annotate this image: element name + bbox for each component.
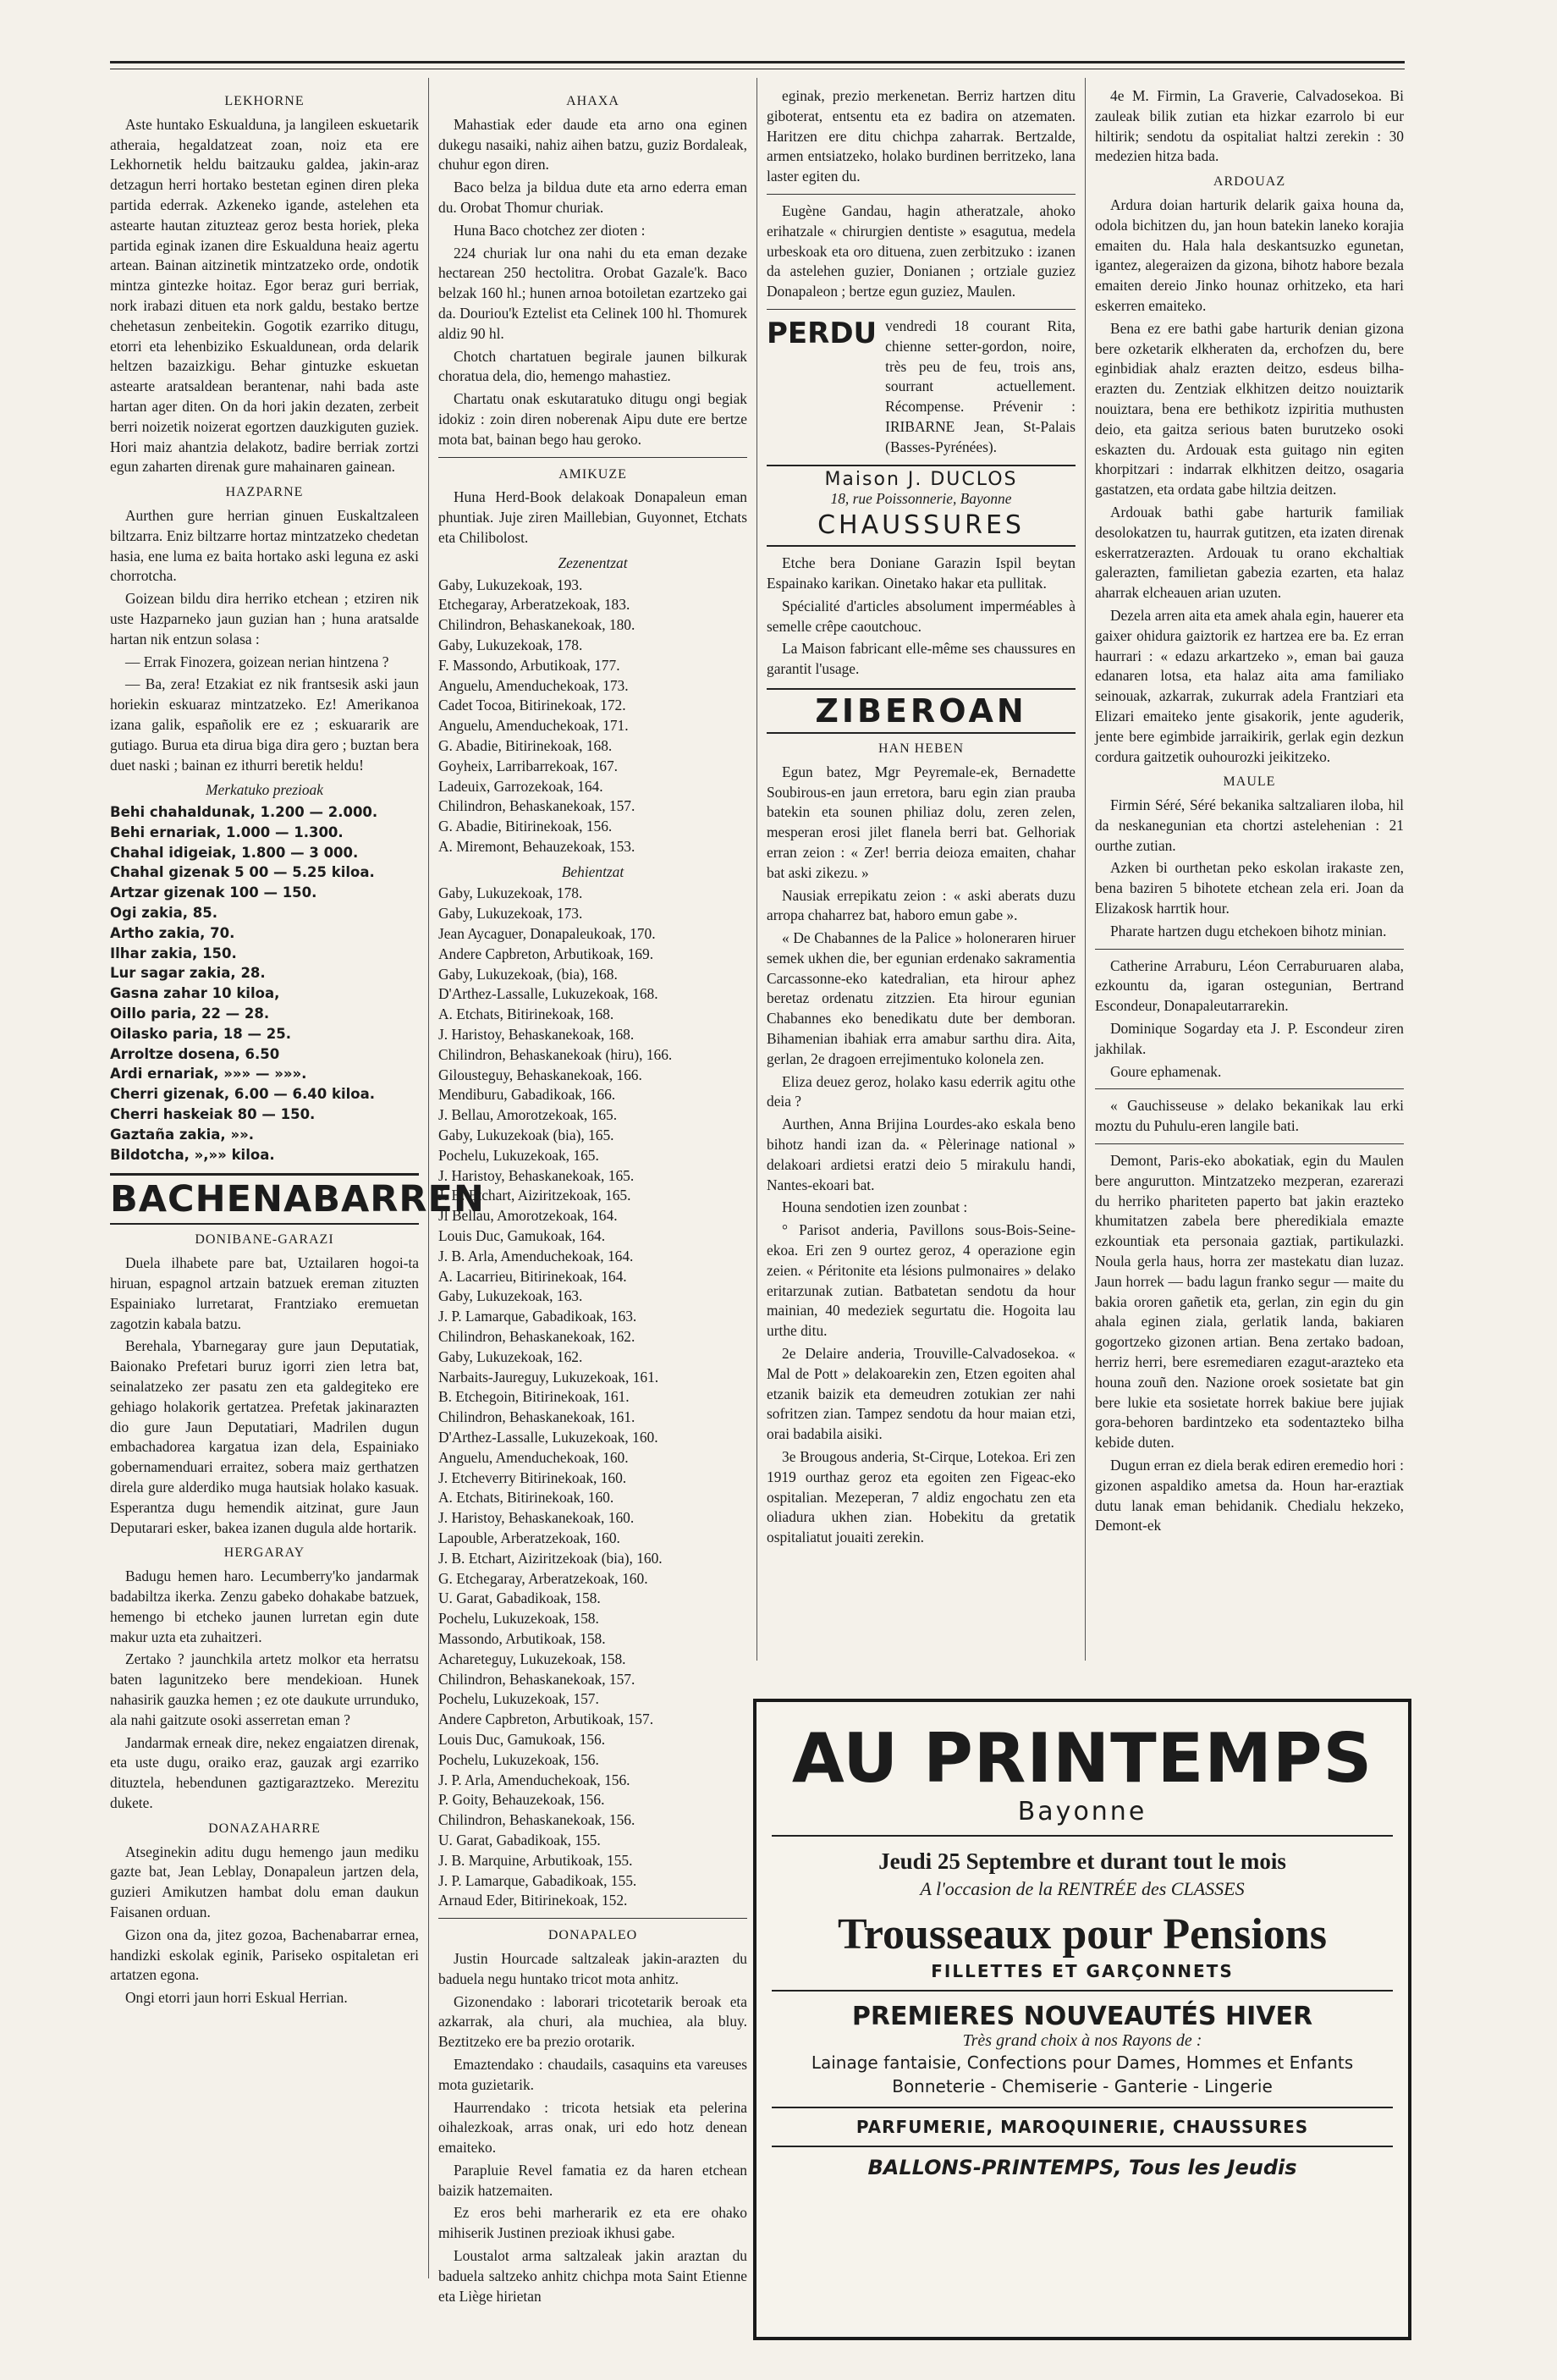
ad-brand: AU PRINTEMPS bbox=[791, 1719, 1373, 1798]
price-row: Gasna zahar 10 kiloa, bbox=[110, 985, 280, 1002]
list-item: Andere Capbreton, Arbutikoak, 169. bbox=[438, 945, 654, 962]
article-text: Chotch chartatuen begirale jaunen bilkurak choratua dela, dio, hemengo mahastiez. bbox=[438, 347, 747, 385]
list-item: Chilindron, Behaskanekoak, 156. bbox=[438, 1811, 635, 1829]
results-list bbox=[438, 576, 747, 857]
ad-line: Lainage fantaisie, Confections pour Dames, Hommes et Enfants bbox=[811, 2052, 1354, 2073]
list-item: Gaby, Lukuzekoak, (bia), 168. bbox=[438, 965, 618, 983]
list-item: Gaby, Lukuzekoak, 162. bbox=[438, 1347, 583, 1365]
article-text: Dezela arren aita eta amek ahala egin, hauerer eta gaixer ohidura gaiztorik ez hartzea ere ba. Ez erran haurrari : « edazu arkartzeko », eman bai gauza edanaren lotsa, eta halaz aita ama familiako seinouak, azkarrak, zukurrak adela Frantziari eta Elizari emaiteko jente gisakorik, jente aguderik, jente bere egimbide jarraikirik, gerlak egin dezkun cordura gaitzetik ouhourozki jeikitzeko. bbox=[1095, 606, 1404, 765]
article-text: Ez eros behi marherarik ez eta ere ohako mihiserik Justinen prezioak ikhusi gabe. bbox=[438, 2204, 747, 2242]
list-item: Chilindron, Behaskanekoak, 162. bbox=[438, 1328, 635, 1346]
list-item: Louis Duc, Gamukoak, 156. bbox=[438, 1730, 606, 1748]
article-text: Huna Baco chotchez zer dioten : bbox=[454, 221, 646, 239]
divider bbox=[438, 457, 747, 458]
list-item: Gilousteguy, Behaskanekoak, 166. bbox=[438, 1066, 642, 1083]
article-text: Eugène Gandau, hagin atheratzale, ahoko erihatzale « chirurgien dentiste » esagutua, medela urbeskoak eta oro dituena, zuen zerbitzuko : izanen da astelehen guzier, Donianen ; ortziale guziez Donapaleon ; bertze egun guziez, Maulen. bbox=[767, 201, 1076, 300]
list-item: Anguelu, Amenduchekoak, 160. bbox=[438, 1448, 629, 1466]
column-2 bbox=[438, 86, 747, 2321]
article-text: Emaztendako : chaudails, casaquins eta vareuses mota guzietarik. bbox=[438, 2055, 747, 2093]
list-heading: Zezenentzat bbox=[558, 554, 628, 571]
list-item: F. Massondo, Arbutikoak, 177. bbox=[438, 656, 620, 674]
list-item: Jl Bellau, Amorotzekoak, 164. bbox=[438, 1207, 618, 1225]
list-item: Gaby, Lukuzekoak, 163. bbox=[438, 1287, 583, 1305]
article-text: « De Chabannes de la Palice » holoneraren hiruer semek ukhen die, ber egunian erdenako sakramentia Carcassonne-eko katedralian, eta hirour aphez beretaz ordenatu zitzzien. Eta hirour egunian Chabannes eko benedikatu dute ber demboran. Bihamenian ibahiak erra amabur sarthu dira. Aita, gerlan, 2e dragoen errejimentuko kolonela zen. bbox=[767, 929, 1076, 1067]
article-text: Haurrendako : tricota hetsiak eta pelerina oihalezkoak, arras onak, uri edo hotz denean emaiteko. bbox=[438, 2098, 747, 2157]
article-text: Aste huntako Eskualduna, ja langileen eskuetarik atheraia, hegaldatzeat zoan, noiz eta ere Lekhornetik heldu baitzauku galdea, jakin-araz detzagun herri hortako bestetan eginen diren pleka partida ederrak. Azkeneko igande, astelehen eta astearte hautan zituzteaz geroz besta horiek, pleka partida eginak izanen dire Eskualduna heaiz agertu artean. Bainan aitzinetik mintzatzeko orde, ondotik mintza gintezke hoitaz. Egor beraz guri berriak, nork irabazi dituen eta nork galdu, bestako bertze chehetasun zenbeitekin. Gogotik ezarriko ditugu, etorri eta lehenbiziko Eskualdunean, orda delarik heltzen bazaizkigu. Behar gintuzke eskuetan astearte aratsaldean berantenar, nahi bada aste hartan ager diten. On da hori jakin dezaten, zerbeit berri noizetik noizerat egortzen dauzkiguten guziek. Hori maiz ahantzia delakotz, badire berriak zortzi egun zaharten direnak gure mahainaren gainean. bbox=[110, 115, 419, 476]
price-row: Ardi ernariak, »»» — »»». bbox=[110, 1066, 307, 1083]
article-text: Demont, Paris-eko abokatiak, egin du Maulen bere angurutton. Mintzatzeko mezperan, ezarerazi du herriko phariteten paperto bat jakin erazteko khumitatzen zabela bere pheredikiala emazte ezkountiak eta personaia gaztiak, partikulazki. Noula gerla haus, horra zer mastekatu dian luzaz. Jaun horrek — badu lagun franko segur — maite du bakia ororen gañetik eta, gerlan, zin egin du gin ahala eginen ziala, gerlatik landa, bakiaren gogortzeko gizonen artian. Bena zertako badoan, herriz herri, bere esremediaren ezagut-arazteko eta houna zouñ den. Nazione oroek sosietate bat gin bere lukie eta sosietate horrek bakiue bere jujiak gora-behoren bardintzeko eta sodentazteko bilha kebide duten. bbox=[1095, 1152, 1404, 1452]
ad-headline: CHAUSSURES bbox=[817, 510, 1025, 541]
list-item: Gaby, Lukuzekoak, 178. bbox=[438, 884, 583, 902]
list-item: Chilindron, Behaskanekoak, 157. bbox=[438, 1670, 635, 1688]
list-item: Anguelu, Amenduchekoak, 171. bbox=[438, 717, 629, 735]
article-text: 3e Brougous anderia, St-Cirque, Lotekoa. Eri zen 1919 ourthaz geroz eta egoiten zen Figeac-eko ospitalian. Mezeperan, 7 aldiz engochatu zen eta oliadura ukhen zian. Hobekitu da gretatik ospitaliatut jouaiti zerekin. bbox=[767, 1448, 1076, 1546]
price-row: Lur sagar zakia, 28. bbox=[110, 965, 266, 982]
price-row: Arroltze dosena, 6.50 bbox=[110, 1045, 280, 1062]
article-text: — Errak Finozera, goizean nerian hintzena ? bbox=[125, 653, 389, 670]
ad-parfumerie: PARFUMERIE, MAROQUINERIE, CHAUSSURES bbox=[856, 2117, 1309, 2137]
list-item: J. Haristoy, Behaskanekoak, 160. bbox=[438, 1509, 635, 1527]
section-heading: LEKHORNE bbox=[224, 94, 305, 108]
list-item: J. P. Lamarque, Gabadikoak, 163. bbox=[438, 1308, 637, 1325]
list-item: Pochelu, Lukuzekoak, 156. bbox=[438, 1750, 599, 1768]
list-item: Chilindron, Behaskanekoak, 180. bbox=[438, 616, 635, 634]
section-heading: MAULE bbox=[1223, 774, 1276, 790]
list-item: Etchegaray, Arberatzekoak, 183. bbox=[438, 596, 630, 614]
article-text: Justin Hourcade saltzaleak jakin-arazten du baduela negu huntako tricot mota anhitz. bbox=[438, 1949, 747, 1987]
list-item: J. P. Arla, Amenduchekoak, 156. bbox=[438, 1771, 630, 1788]
article-text: Bena ez ere bathi gabe harturik denian gizona bere ozketarik elkheraten da, erchofzen du, bere eginbidiak ahalz erazten deitzo, esdeus bilha-erazten du. Zentziak elkhitzen deitzo nouiztarik nouiztara, bena ere bethikotz izpiritia muthusten deio, eta gaitza serious baten burutzeko osoki eskazten du. Ardouak esta guitago nin egiten khorpitzari : indarrak elkhitzen deitzo, osagaria gastatzen, eta ordata gabe hiltzia deitzen. bbox=[1095, 319, 1404, 499]
duclos-ad bbox=[767, 465, 1076, 548]
price-row: Gaztaña zakia, »». bbox=[110, 1126, 255, 1143]
article-text: eginak, prezio merkenetan. Berriz hartzen ditu giboterat, entsentu eta ez badira on atzematen. Haritzen ere ditu chichpa zaharrak. Bertzalde, armen entsiatzeko, holako burdinen berritzeko, lana laster egiten du. bbox=[767, 87, 1076, 185]
list-item: A. Lacarrieu, Bitirinekoak, 164. bbox=[438, 1267, 627, 1285]
column-4 bbox=[1095, 86, 1404, 1661]
article-text: Houna sendotien izen zounbat : bbox=[782, 1198, 968, 1216]
article-text: « Gauchisseuse » delako bekanikak lau erki moztu du Puhulu-eren langile bati. bbox=[1095, 1097, 1404, 1135]
list-item: Pochelu, Lukuzekoak, 165. bbox=[438, 1146, 599, 1164]
divider bbox=[1095, 1143, 1404, 1144]
list-item: B. Etchegoin, Bitirinekoak, 161. bbox=[438, 1388, 630, 1406]
section-heading: AMIKUZE bbox=[558, 466, 627, 482]
list-item: J. Haristoy, Behaskanekoak, 168. bbox=[438, 1026, 635, 1044]
ad-trousseaux: Trousseaux pour Pensions bbox=[838, 1910, 1327, 1959]
column-divider bbox=[1085, 78, 1086, 1661]
list-item: Jean Aycaguer, Donapaleukoak, 170. bbox=[438, 925, 656, 943]
list-item: P. Goity, Behauzekoak, 156. bbox=[438, 1791, 605, 1809]
list-item: G. Abadie, Bitirinekoak, 168. bbox=[438, 736, 613, 754]
article-text: 2e Delaire anderia, Trouville-Calvadosekoa. « Mal de Pott » delakoarekin zen, Etzen egoiten ahal etzanik baizik eta demeudren zotukian zer nahi sofritzen zian. Tampez sendotu da hour maian etzi, orai badabila aisiki. bbox=[767, 1345, 1076, 1443]
price-row: Cherri gizenak, 6.00 — 6.40 kiloa. bbox=[110, 1086, 376, 1103]
price-row: Chahal idigeiak, 1.800 — 3 000. bbox=[110, 844, 359, 861]
list-item: Chilindron, Behaskanekoak, 157. bbox=[438, 797, 635, 815]
price-row: Cherri haskeiak 80 — 150. bbox=[110, 1106, 316, 1123]
article-text: Baco belza ja bildua dute eta arno ederra eman du. Orobat Thomur churiak. bbox=[438, 179, 747, 216]
list-item: U. Garat, Gabadikoak, 158. bbox=[438, 1589, 601, 1607]
list-item: J. Bellau, Amorotzekoak, 165. bbox=[438, 1106, 618, 1124]
article-text: Duela ilhabete pare bat, Uztailaren hogoi-ta hiruan, espagnol artzain batzuek ereman zituzten Espainiako lurretarat, Frantziako eremuetan zagotzin kabala batzu. bbox=[110, 1254, 419, 1332]
ad-address: 18, rue Poissonnerie, Bayonne bbox=[830, 490, 1012, 508]
list-item: J. P. Lamarque, Gabadikoak, 155. bbox=[438, 1871, 637, 1889]
price-row: Chahal gizenak 5 00 — 5.25 kiloa. bbox=[110, 864, 375, 881]
list-item: J. Haristoy, Behaskanekoak, 165. bbox=[438, 1166, 635, 1184]
column-1 bbox=[110, 86, 485, 2321]
results-list bbox=[438, 884, 747, 1911]
list-item: Anguelu, Amenduchekoak, 173. bbox=[438, 676, 629, 694]
article-text: Goure ephamenak. bbox=[1110, 1062, 1222, 1080]
section-heading: AHAXA bbox=[566, 94, 619, 108]
price-row: Behi chahaldunak, 1.200 — 2.000. bbox=[110, 804, 378, 821]
section-heading: HAN HEBEN bbox=[878, 741, 964, 756]
article-text: Egun batez, Mgr Peyremale-ek, Bernadette Soubirous-en jaun erretora, baru egin zian prauba batekin eta sounen philiaz dolu, zeren zelen, mesperan erosi jilet flanela berri bat. Gelhoriak erran zeion : « Zer! berria deioza emaiten, chahar bat aski zikezu. » bbox=[767, 763, 1076, 881]
price-row: Bildotcha, »,»» kiloa. bbox=[110, 1146, 275, 1163]
list-item: Louis Duc, Gamukoak, 164. bbox=[438, 1227, 606, 1245]
divider bbox=[438, 1918, 747, 1919]
article-text: Ardouak bathi gabe harturik familiak desolokatzen tu, haurrak gutitzen, eta izaten direnak eskerratzerazten. Ardouak tu orano ekchaltiak galerazten, familietan gabezia ezarten, eta halaz aharrak elcheauen arian uzuten. bbox=[1095, 503, 1404, 602]
list-item: Pochelu, Lukuzekoak, 158. bbox=[438, 1610, 599, 1628]
list-item: U. Garat, Gabadikoak, 155. bbox=[438, 1831, 601, 1848]
list-item: Gaby, Lukuzekoak, 178. bbox=[438, 636, 583, 653]
ad-date: Jeudi 25 Septembre et durant tout le mois bbox=[878, 1848, 1286, 1874]
list-item: J. Etcheverry Bitirinekoak, 160. bbox=[438, 1468, 627, 1486]
divider bbox=[767, 194, 1076, 195]
article-text: Etche bera Doniane Garazin Ispil beytan Espainako karikan. Oinetako hakar eta pullitak. bbox=[767, 554, 1076, 592]
prices-list bbox=[110, 802, 419, 1165]
article-text: Dominique Sogarday eta J. P. Escondeur ziren jakhilak. bbox=[1095, 1020, 1404, 1057]
list-item: Arnaud Eder, Bitirinekoak, 152. bbox=[438, 1892, 628, 1909]
list-item: Narbaits-Jaureguy, Lukuzekoak, 161. bbox=[438, 1368, 659, 1386]
article-text: — Ba, zera! Etzakiat ez nik frantsesik aski jaun horiekin eskuaraz mintzatzeko. Ez! Amerikanoa izana galik, españolik ere ez ; eskuararik are gutiago. Burua eta dirua biga dira gero ; buztan bera duet naski ; bainan ez ithurri beretik heldu! bbox=[110, 675, 419, 774]
article-text: 224 churiak lur ona nahi du eta eman dezake hectarean 250 hectolitra. Orobat Gazale'k. Baco belzak 160 hl.; hunen arnoa botoiletan ezartzeko gai da. Douriou'k Eztelist eta Celinek 100 hl. Thomurek aldiz 90 hl. bbox=[438, 244, 747, 342]
region-heading: ZIBEROAN bbox=[767, 688, 1076, 734]
divider bbox=[767, 309, 1076, 310]
lost-notice bbox=[767, 317, 1076, 458]
article-text: Eliza deuez geroz, holako kasu ederrik agitu othe deia ? bbox=[767, 1072, 1076, 1110]
ad-divider bbox=[772, 1835, 1393, 1837]
list-item: Goyheix, Larribarrekoak, 167. bbox=[438, 757, 618, 774]
article-text: Goizean bildu dira herriko etchean ; etziren nik uste Hazparneko jaun guzian han ; huna aratsalde hartan nik entzun solasa : bbox=[110, 590, 419, 647]
article-text: Loustalot arma saltzaleak jakin araztan du baduela saltzeko anhitz chichpa mota Saint Etienne eta Liège hirietan bbox=[438, 2247, 747, 2305]
newspaper-page bbox=[110, 61, 1405, 2346]
section-heading: HERGARAY bbox=[223, 1545, 305, 1561]
article-text: Berehala, Ybarnegaray gure jaun Deputatiak, Baionako Prefetari buruz igorri zien letra bat, seinalatzeko zer pasatu zen eta galdegiteko ere gehiago holakorik gertatzea. Prefetak jakinarazten dio gure Jaun Deputatiari, Madrilen dugun embachadorea kargatua izan dela, Espainiako gobernamenduari erraitez, sobera maiz gerthatzen direla gure alderdiko muga hautsiak holako kasuak. Esperantza dugu hemendik aitzinat, gure Jaun Deputarari esker, bakea izanen dugula alde hortarik. bbox=[110, 1337, 419, 1536]
ad-premieres: PREMIERES NOUVEAUTÉS HIVER bbox=[851, 2002, 1313, 2031]
ad-fillettes: FILLETTES ET GARÇONNETS bbox=[931, 1961, 1234, 1981]
list-item: D'Arthez-Lassalle, Lukuzekoak, 168. bbox=[438, 985, 658, 1003]
section-heading: DONIBANE-GARAZI bbox=[195, 1232, 334, 1248]
list-item: D'Arthez-Lassalle, Lukuzekoak, 160. bbox=[438, 1429, 658, 1446]
price-row: Oilasko paria, 18 — 25. bbox=[110, 1025, 291, 1042]
list-item: Gaby, Lukuzekoak, 173. bbox=[438, 905, 583, 923]
list-item: G. Abadie, Bitirinekoak, 156. bbox=[438, 818, 613, 835]
article-text: Catherine Arraburu, Léon Cerraburuaren alaba, ezkountu da, igaran ostegunian, Bertrand Escondeur, Donapaleutarrarekin. bbox=[1095, 956, 1404, 1015]
article-text: Zertako ? jaunchkila artetz molkor eta herratsu baten lagunitzeko bere mendekioan. Hunek nahasirik gauzka hemen ; ez ote daukute urrunduko, ala nahi gaitzute osoki asserretan eman ? bbox=[110, 1650, 419, 1728]
price-row: Oillo paria, 22 — 28. bbox=[110, 1005, 270, 1022]
article-text: ° Parisot anderia, Pavillons sous-Bois-Seine-ekoa. Eri zen 9 ourtez geroz, 4 operazione egin zeien. « Péritonite eta lésions pulmonaires » delako eritarzunak zutian. Batbatetan sendotu da hour mainian, 40 medeziek segurtatu die. Hogoita lau urthe ditu. bbox=[767, 1221, 1076, 1340]
article-text: Aurthen gure herrian ginuen Euskaltzaleen biltzarra. Eniz biltzarre hortaz mintzatzeko chedetan hasia, ene luma ez baita hortako aski leguna ez aski chorrotcha. bbox=[110, 506, 419, 585]
price-row: Artho zakia, 70. bbox=[110, 924, 235, 941]
list-item: Chilindron, Behaskanekoak (hiru), 166. bbox=[438, 1045, 673, 1063]
list-item: Cadet Tocoa, Bitirinekoak, 172. bbox=[438, 697, 626, 714]
article-text: Pharate hartzen dugu etchekoen bihotz minian. bbox=[1110, 922, 1387, 939]
article-text: Gizon ona da, jitez gozoa, Bachenabarrar ernea, handizki eskolak eginik, Pariseko ospitaletan eri artatzen egona. bbox=[110, 1925, 419, 1984]
price-row: Artzar gizenak 100 — 150. bbox=[110, 884, 317, 901]
lost-notice-label: PERDU bbox=[767, 316, 878, 350]
article-text: Chartatu onak eskutaratuko ditugu ongi begiak idokiz : zoin diren noberenak Aipu dute ere bertze mota bat, bainan bego hau geroko. bbox=[438, 390, 747, 448]
article-text: Nausiak errepikatu zeion : « aski aberats duzu arropa chaharrez bat, haboro emun gabe ». bbox=[767, 886, 1076, 924]
ad-divider bbox=[772, 1990, 1393, 1992]
article-text: Huna Herd-Book delakoak Donapaleun eman phuntiak. Juje ziren Maillebian, Guyonnet, Etchats eta Chilibolost. bbox=[438, 488, 747, 546]
article-text: Ardura doian harturik delarik gaixa houna da, odola bichitzen du, jan houn batekin laneko korajia emaiten du. Hala hala deskantsuzko egunetan, igantez, alegeraizen da gizona, bihotz habore bezala emaiten dereio Jinko hounaz orhitzeko, eta hari eskerren emaiteko. bbox=[1095, 196, 1404, 314]
ad-line: Bonneterie - Chemiserie - Ganterie - Lingerie bbox=[892, 2076, 1273, 2096]
top-rule bbox=[110, 61, 1405, 69]
list-item: Achareteguy, Lukuzekoak, 158. bbox=[438, 1650, 626, 1667]
region-heading: BACHENABARREN bbox=[110, 1173, 419, 1225]
list-item: A. Miremont, Behauzekoak, 153. bbox=[438, 837, 635, 855]
list-item: Gaby, Lukuzekoak (bia), 165. bbox=[438, 1127, 614, 1144]
list-item: Andere Capbreton, Arbutikoak, 157. bbox=[438, 1711, 654, 1728]
list-item: Lapouble, Arberatzekoak, 160. bbox=[438, 1529, 620, 1546]
printemps-advertisement bbox=[753, 1699, 1411, 2340]
price-row: Ogi zakia, 85. bbox=[110, 905, 217, 922]
article-text: 4e M. Firmin, La Graverie, Calvadosekoa. Bi zauleak bilik zutian eta hizkar ezarrolo bi eur hiltirik; sendotu da ospitaliat haltzi zerekin : 30 medezien hitza bada. bbox=[1095, 87, 1404, 165]
ad-occasion: A l'occasion de la RENTRÉE des CLASSES bbox=[920, 1878, 1245, 1899]
ad-city: Bayonne bbox=[1017, 1797, 1147, 1826]
list-item: Mendiburu, Gabadikoak, 166. bbox=[438, 1086, 616, 1104]
list-item: A. Etchats, Bitirinekoak, 160. bbox=[438, 1489, 614, 1507]
ad-divider bbox=[772, 2107, 1393, 2108]
article-text: Parapluie Revel famatia ez da haren etchean baizik hatzemaiten. bbox=[438, 2161, 747, 2199]
section-heading: HAZPARNE bbox=[225, 485, 304, 500]
article-text: Spécialité d'articles absolument imperméables à semelle crêpe caoutchouc. bbox=[767, 597, 1076, 635]
lost-notice-text: vendredi 18 courant Rita, chienne setter-gordon, noire, très peu de feu, trois ans, sourrant actuellement. Récompense. Prévenir : IRIBARNE Jean, St-Palais (Basses-Pyrénées). bbox=[885, 317, 1076, 455]
list-item: Pochelu, Lukuzekoak, 157. bbox=[438, 1690, 599, 1708]
section-heading: DONAZAHARRE bbox=[208, 1821, 321, 1836]
divider bbox=[1095, 949, 1404, 950]
list-item: J. B. Etchart, Aiziritzekoak (bia), 160. bbox=[438, 1549, 663, 1567]
list-item: J. B. Arla, Amenduchekoak, 164. bbox=[438, 1247, 634, 1264]
column-divider bbox=[756, 78, 757, 1661]
ad-divider bbox=[772, 2146, 1393, 2147]
price-row: Behi ernariak, 1.000 — 1.300. bbox=[110, 824, 344, 840]
article-text: Dugun erran ez diela berak ediren eremedio hori : gizonen aspaldiko ametsa da. Houn har-eraztiak dutu lanak eman behidanik. Chedialu hekzeko, Demont-ek bbox=[1095, 1457, 1404, 1534]
article-text: Atseginekin aditu dugu hemengo jaun mediku gazte bat, Jean Leblay, Donapaleun jartzen dela, guzieri Amikutzen hambat dolu eman daukun Faisanen orduan. bbox=[110, 1843, 419, 1920]
ad-shop-name: Maison J. DUCLOS bbox=[824, 468, 1018, 490]
list-item: J. B. Etchart, Aiziritzekoak, 165. bbox=[438, 1187, 631, 1204]
list-item: Chilindron, Behaskanekoak, 161. bbox=[438, 1408, 635, 1426]
list-item: Gaby, Lukuzekoak, 193. bbox=[438, 576, 583, 593]
column-3 bbox=[767, 86, 1076, 1661]
list-item: Massondo, Arbutikoak, 158. bbox=[438, 1629, 606, 1647]
list-item: J. B. Marquine, Arbutikoak, 155. bbox=[438, 1851, 633, 1869]
article-text: La Maison fabricant elle-même ses chaussures en garantit l'usage. bbox=[767, 640, 1076, 678]
section-heading: ARDOUAZ bbox=[1213, 174, 1286, 190]
ad-ballons: BALLONS-PRINTEMPS, Tous les Jeudis bbox=[867, 2156, 1297, 2179]
article-text: Badugu hemen haro. Lecumberry'ko jandarmak badabiltza ikerka. Zenzu gabeko dohakabe batzuek, hemengo bi etcheko jaunen lurretan egin dute makur uzta eta zuhaitzeri. bbox=[110, 1567, 419, 1645]
prices-title: Merkatuko prezioak bbox=[206, 781, 323, 799]
article-text: Ongi etorri jaun horri Eskual Herrian. bbox=[125, 1989, 348, 2007]
article-text: Aurthen, Anna Brijina Lourdes-ako eskala beno bihotz handi izan da. « Pèlerinage national » delakoari ardietsi eratzi deio 5 mirakulu handi, Nantes-ekoari bat. bbox=[767, 1116, 1076, 1193]
article-text: Mahastiak eder daude eta arno ona eginen dukegu nasaiki, nahiz aihen batzu, guziz Bordaleak, chuhur egon diren. bbox=[438, 115, 747, 174]
divider bbox=[1095, 1088, 1404, 1089]
list-heading: Behientzat bbox=[561, 862, 624, 880]
list-item: Ladeuix, Garrozekoak, 164. bbox=[438, 777, 603, 795]
ad-choix: Très grand choix à nos Rayons de : bbox=[962, 2031, 1202, 2050]
list-item: G. Etchegaray, Arberatzekoak, 160. bbox=[438, 1569, 648, 1587]
article-text: Azken bi ourthetan peko eskolan irakaste zen, bena baziren 5 bihotete etchean zela eri. Joan da Elizakosk harrtik hour. bbox=[1095, 859, 1404, 917]
list-item: A. Etchats, Bitirinekoak, 168. bbox=[438, 1005, 614, 1023]
article-text: Gizonendako : laborari tricotetarik beroak eta azkarrak, ala churi, ala muchiea, ala bluy. Beztitzeko ere ba prezio orotarik. bbox=[438, 1992, 747, 2051]
price-row: Ilhar zakia, 150. bbox=[110, 945, 237, 961]
section-heading: DONAPALEO bbox=[547, 1928, 638, 1943]
article-text: Firmin Séré, Séré bekanika saltzaliaren iloba, hil da neskanegunian eta chortzi astelehenian : 21 ourthe zutian. bbox=[1095, 796, 1404, 854]
article-text: Jandarmak erneak dire, nekez engaiatzen direnak, eta uste dugu, oraiko eraz, gauzak argi ezarriko dituztela, hebendunen gaztigaraztzeko. Merezitu dukete. bbox=[110, 1733, 419, 1811]
